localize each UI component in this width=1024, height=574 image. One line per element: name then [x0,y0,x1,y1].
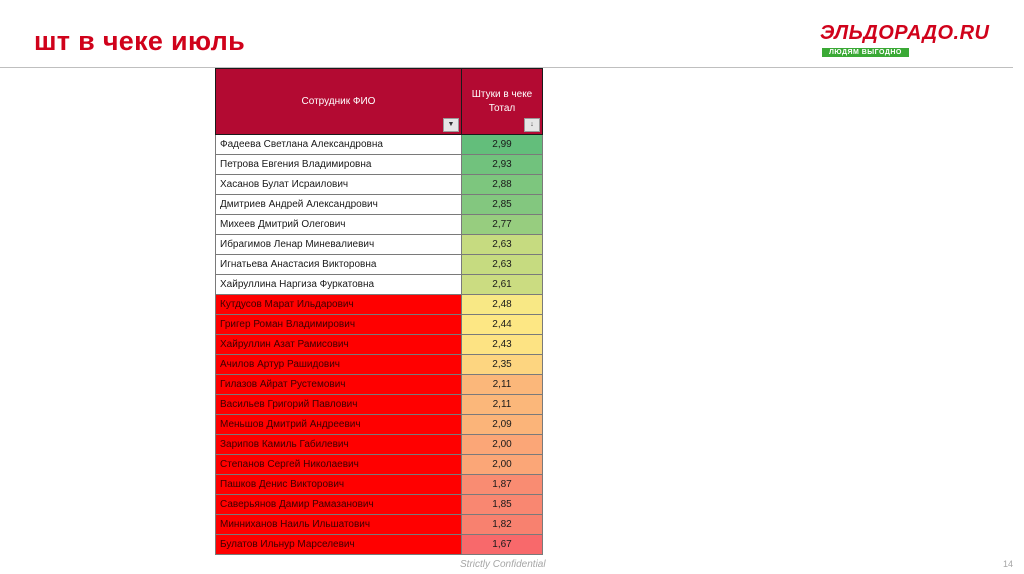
table-row [216,295,543,315]
filter-dropdown-icon[interactable]: ▼ [443,118,459,132]
table-row [216,215,543,235]
slide-title: шт в чеке июль [34,26,245,56]
table-row [216,415,543,435]
table-row [216,375,543,395]
items-per-receipt-cell: 2,61 [462,275,543,295]
items-per-receipt-cell: 2,77 [462,215,543,235]
employee-name-cell: Меньшов Дмитрий Андреевич [216,415,462,435]
employee-name-cell: Ачилов Артур Рашидович [216,355,462,375]
table-row [216,335,543,355]
employee-name-cell: Дмитриев Андрей Александрович [216,195,462,215]
employee-name-cell: Хайруллина Наргиза Фуркатовна [216,275,462,295]
employee-name-cell: Фадеева Светлана Александровна [216,135,462,155]
employee-name-cell: Саверьянов Дамир Рамазанович [216,495,462,515]
table-body [216,135,543,555]
employee-name-cell: Гилазов Айрат Рустемович [216,375,462,395]
table-row [216,175,543,195]
table-row [216,435,543,455]
table-row [216,255,543,275]
employee-name-cell: Степанов Сергей Николаевич [216,455,462,475]
items-per-receipt-cell: 2,99 [462,135,543,155]
table-row [216,535,543,555]
table-row [216,355,543,375]
items-per-receipt-cell: 1,87 [462,475,543,495]
items-per-receipt-cell: 2,85 [462,195,543,215]
table-row [216,235,543,255]
table-row [216,315,543,335]
items-per-receipt-cell: 2,63 [462,235,543,255]
table-row [216,155,543,175]
table-row [216,495,543,515]
table-row [216,195,543,215]
items-per-receipt-cell: 2,44 [462,315,543,335]
logo-tagline: ЛЮДЯМ ВЫГОДНО [822,48,909,57]
employee-name-cell: Минниханов Наиль Ильшатович [216,515,462,535]
employee-name-cell: Михеев Дмитрий Олегович [216,215,462,235]
table-row [216,455,543,475]
employee-name-cell: Пашков Денис Викторович [216,475,462,495]
confidential-footer: Strictly Confidential [460,559,546,570]
employee-name-cell: Кутдусов Марат Ильдарович [216,295,462,315]
employee-name-cell: Игнатьева Анастасия Викторовна [216,255,462,275]
items-per-receipt-cell: 2,63 [462,255,543,275]
table-row [216,395,543,415]
table-row [216,515,543,535]
employee-name-cell: Григер Роман Владимирович [216,315,462,335]
employee-name-cell: Булатов Ильнур Марселевич [216,535,462,555]
items-per-receipt-cell: 2,00 [462,455,543,475]
items-per-receipt-cell: 2,88 [462,175,543,195]
items-per-receipt-cell: 1,85 [462,495,543,515]
employee-name-cell: Хайруллин Азат Рамисович [216,335,462,355]
employee-name-cell: Зарипов Камиль Габилевич [216,435,462,455]
page-number: 14 [1003,559,1014,569]
items-per-receipt-cell: 2,11 [462,395,543,415]
items-per-receipt-cell: 2,48 [462,295,543,315]
employee-name-cell: Петрова Евгения Владимировна [216,155,462,175]
items-per-receipt-cell: 2,00 [462,435,543,455]
table-row [216,275,543,295]
logo-wordmark: ЭЛЬДОРАДО.RU [820,22,990,44]
column-header-name [216,69,462,135]
items-per-receipt-cell: 1,67 [462,535,543,555]
column-header-name-label: Сотрудник ФИО [301,95,376,107]
column-header-value [462,69,543,135]
employee-name-cell: Хасанов Булат Исраилович [216,175,462,195]
items-per-receipt-cell: 1,82 [462,515,543,535]
employee-name-cell: Васильев Григорий Павлович [216,395,462,415]
table-header-row [216,69,543,135]
items-per-receipt-cell: 2,43 [462,335,543,355]
items-per-receipt-cell: 2,93 [462,155,543,175]
table-row [216,475,543,495]
items-per-receipt-cell: 2,11 [462,375,543,395]
column-header-value-label: Штуки в чеке Тотал [471,88,533,114]
sort-descending-icon[interactable]: ↓ [524,118,540,132]
employee-name-cell: Ибрагимов Ленар Миневалиевич [216,235,462,255]
table-row [216,135,543,155]
items-per-receipt-cell: 2,35 [462,355,543,375]
employee-items-table [215,68,543,555]
items-per-receipt-cell: 2,09 [462,415,543,435]
eldorado-logo [816,22,1006,62]
